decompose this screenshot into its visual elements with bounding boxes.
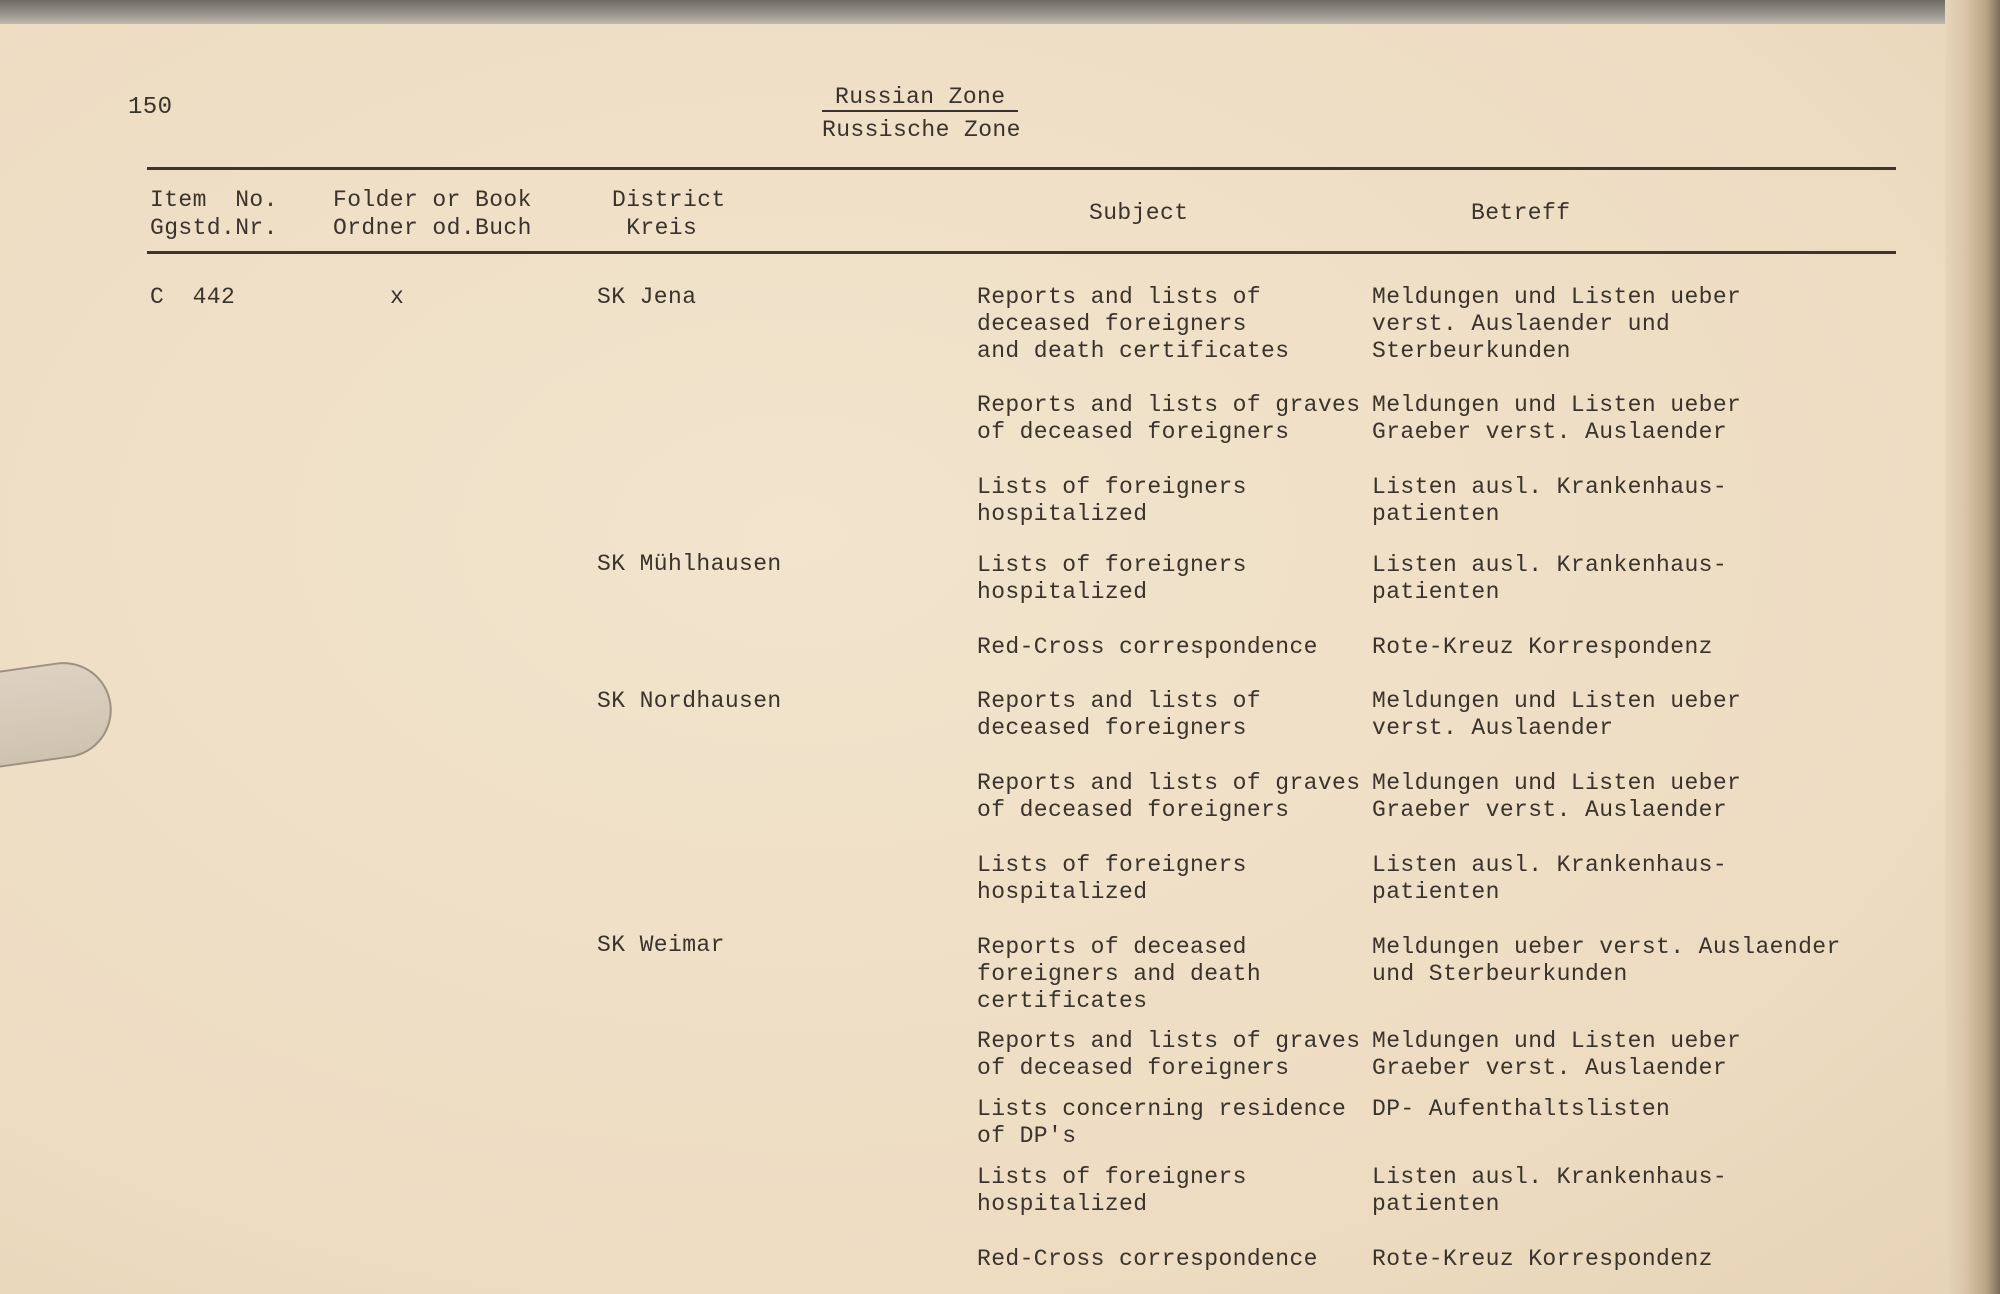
header-ordner: Ordner od.Buch [333,215,532,241]
entry-betreff: DP- Aufenthaltslisten [1372,1096,1671,1122]
book-binding-edge [1945,0,2000,1294]
entry-betreff: Listen ausl. Krankenhaus- patienten [1372,552,1728,605]
entry-subject: Lists of foreigners hospitalized [977,552,1247,605]
header-subject: Subject [1089,200,1189,226]
entry-subject: Lists of foreigners hospitalized [977,852,1247,905]
entry-subject: Red-Cross correspondence [977,634,1318,660]
entry-subject: Reports and lists of deceased foreigners and death certificates [977,284,1290,364]
entry-subject: Lists of foreigners hospitalized [977,474,1247,527]
item-number: C 442 [150,284,236,310]
header-folder: Folder or Book [333,187,532,213]
header-item-no: Item No. [150,187,278,213]
entry-betreff: Meldungen und Listen ueber verst. Auslaender [1372,688,1742,741]
folder-mark: x [390,284,405,310]
entry-betreff: Meldungen ueber verst. Auslaender und Sterbeurkunden [1372,934,1841,987]
district-nordhausen: SK Nordhausen [597,688,782,714]
entry-betreff: Listen ausl. Krankenhaus- patienten [1372,1164,1728,1217]
header-ggstd-nr: Ggstd.Nr. [150,215,278,241]
title-underline [822,110,1018,112]
header-rule-bottom [147,251,1896,254]
entry-betreff: Listen ausl. Krankenhaus- patienten [1372,474,1728,527]
header-betreff: Betreff [1471,200,1571,226]
entry-subject: Reports and lists of graves of deceased foreigners [977,770,1361,823]
entry-subject: Reports of deceased foreigners and death certificates [977,934,1262,1014]
scan-top-edge [0,0,2000,26]
district-muehlhausen: SK Mühlhausen [597,551,782,577]
entry-subject: Lists concerning residence of DP's [977,1096,1347,1149]
header-district: District [612,187,726,213]
entry-betreff: Listen ausl. Krankenhaus- patienten [1372,852,1728,905]
entry-betreff: Meldungen und Listen ueber Graeber verst. Auslaender [1372,770,1742,823]
entry-subject: Reports and lists of graves of deceased foreigners [977,1028,1361,1081]
entry-betreff: Meldungen und Listen ueber verst. Auslaender und Sterbeurkunden [1372,284,1742,364]
page-subtitle: Russische Zone [822,117,1021,143]
entry-subject: Reports and lists of graves of deceased foreigners [977,392,1361,445]
entry-subject: Reports and lists of deceased foreigners [977,688,1262,741]
page-title: Russian Zone [835,84,1006,110]
entry-betreff: Rote-Kreuz Korrespondenz [1372,1246,1713,1272]
entry-betreff: Meldungen und Listen ueber Graeber verst. Auslaender [1372,1028,1742,1081]
header-kreis: Kreis [612,215,698,241]
entry-betreff: Meldungen und Listen ueber Graeber verst. Auslaender [1372,392,1742,445]
entry-subject: Red-Cross correspondence [977,1246,1318,1272]
district-weimar: SK Weimar [597,932,725,958]
entry-subject: Lists of foreigners hospitalized [977,1164,1247,1217]
district-jena: SK Jena [597,284,697,310]
header-rule-top [147,167,1896,170]
entry-betreff: Rote-Kreuz Korrespondenz [1372,634,1713,660]
page-number: 150 [128,94,173,121]
